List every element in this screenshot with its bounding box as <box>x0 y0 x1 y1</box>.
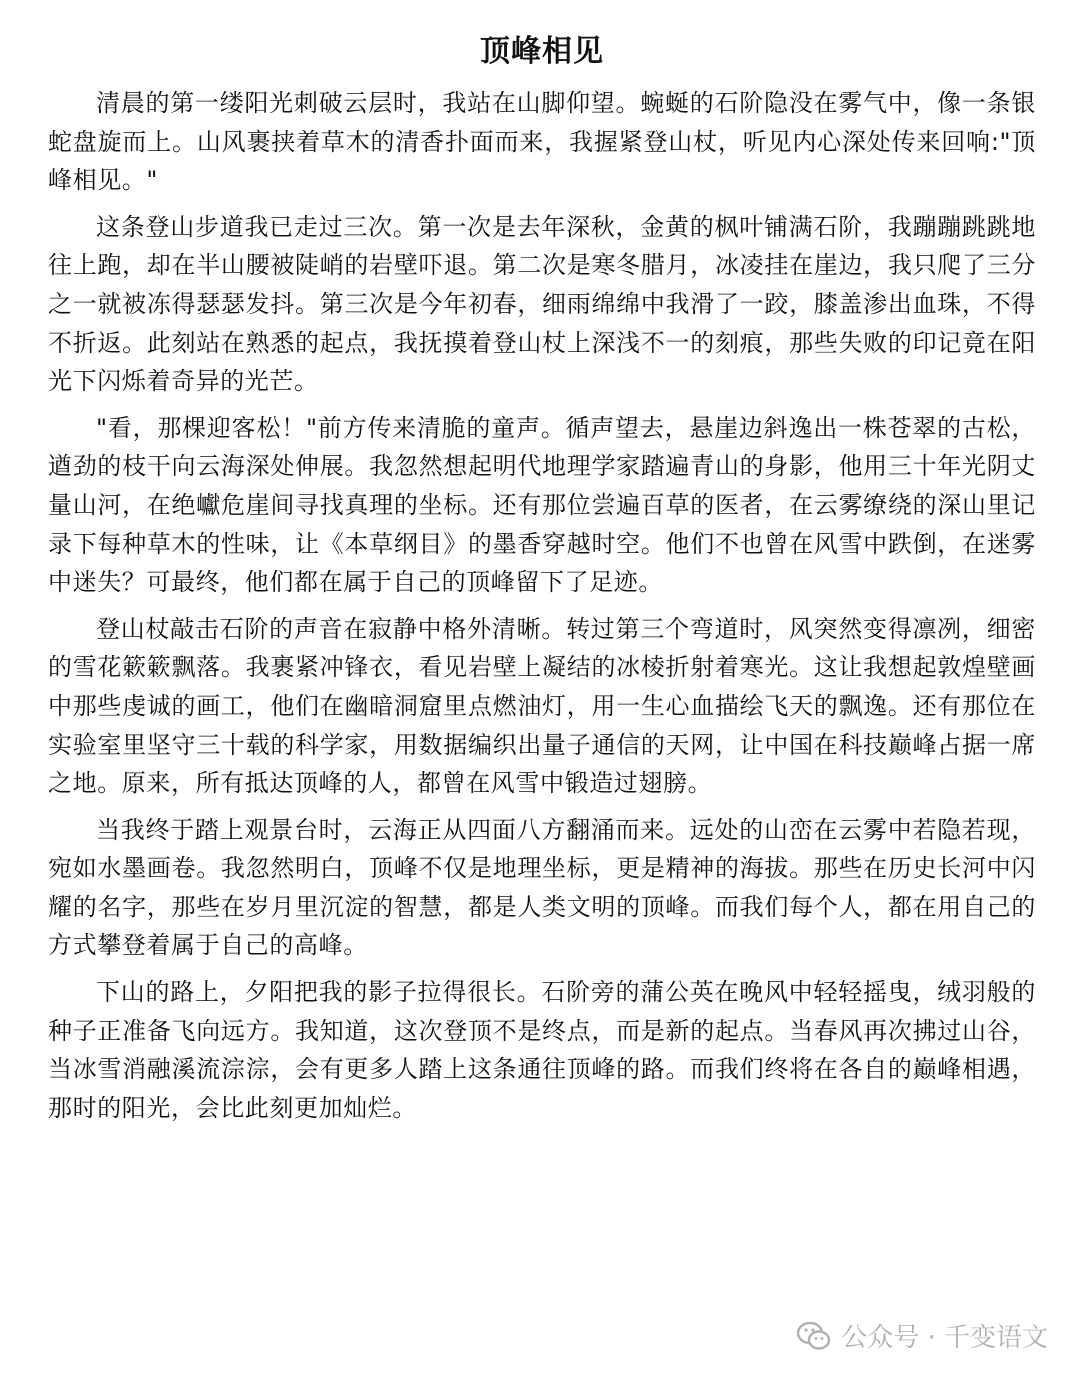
watermark <box>797 1317 1048 1354</box>
paragraph-4: 登山杖敲击石阶的声音在寂静中格外清晰。转过第三个弯道时，风突然变得凛冽，细密的雪花簌簌飘落。我裹紧冲锋衣，看见岩壁上凝结的冰棱折射着寒光。这让我想起敦煌壁画中那些虔诚的画工，他们在幽暗洞窟里点燃油灯，用一生心血描绘飞天的飘逸。还有那位在实验室里坚守三十载的科学家，用数据编织出量子通信的天网，让中国在科技巅峰占据一席之地。原来，所有抵达顶峰的人，都曾在风雪中锻造过翅膀。 <box>48 614 1036 798</box>
paragraph-2: 这条登山步道我已走过三次。第一次是去年深秋，金黄的枫叶铺满石阶，我蹦蹦跳跳地往上跑，却在半山腰被陡峭的岩壁吓退。第二次是寒冬腊月，冰凌挂在崖边，我只爬了三分之一就被冻得瑟瑟发抖。第三次是今年初春，细雨绵绵中我滑了一跤，膝盖渗出血珠，不得不折返。此刻站在熟悉的起点，我抚摸着登山杖上深浅不一的刻痕，那些失败的印记竟在阳光下闪烁着奇异的光芒。 <box>48 212 1036 396</box>
paragraph-3: "看，那棵迎客松！"前方传来清脆的童声。循声望去，悬崖边斜逸出一株苍翠的古松，遒劲的枝干向云海深处伸展。我忽然想起明代地理学家踏遍青山的身影，他用三十年光阴丈量山河，在绝巘危崖间寻找真理的坐标。还有那位尝遍百草的医者，在云雾缭绕的深山里记录下每种草木的性味，让《本草纲目》的墨香穿越时空。他们不也曾在风雪中跌倒，在迷雾中迷失？可最终，他们都在属于自己的顶峰留下了足迹。 <box>48 413 1036 597</box>
wechat-icon <box>797 1321 831 1351</box>
paragraph-1: 清晨的第一缕阳光刺破云层时，我站在山脚仰望。蜿蜒的石阶隐没在雾气中，像一条银蛇盘旋而上。山风裹挟着草木的清香扑面而来，我握紧登山杖，听见内心深处传来回响:"顶峰相见。" <box>48 89 1036 195</box>
paragraph-5: 当我终于踏上观景台时，云海正从四面八方翻涌而来。远处的山峦在云雾中若隐若现，宛如水墨画卷。我忽然明白，顶峰不仅是地理坐标，更是精神的海拔。那些在历史长河中闪耀的名字，那些在岁月里沉淀的智慧，都是人类文明的顶峰。而我们每个人，都在用自己的方式攀登着属于自己的高峰。 <box>48 815 1036 960</box>
watermark-text: 公众号 · 千变语文 <box>841 1323 1048 1353</box>
paragraph-6: 下山的路上，夕阳把我的影子拉得很长。石阶旁的蒲公英在晚风中轻轻摇曳，绒羽般的种子正准备飞向远方。我知道，这次登顶不是终点，而是新的起点。当春风再次拂过山谷，当冰雪消融溪流淙淙，会有更多人踏上这条通往顶峰的路。而我们终将在各自的巅峰相遇，那时的阳光，会比此刻更加灿烂。 <box>48 978 1036 1122</box>
document-title: 顶峰相见 <box>480 34 604 69</box>
